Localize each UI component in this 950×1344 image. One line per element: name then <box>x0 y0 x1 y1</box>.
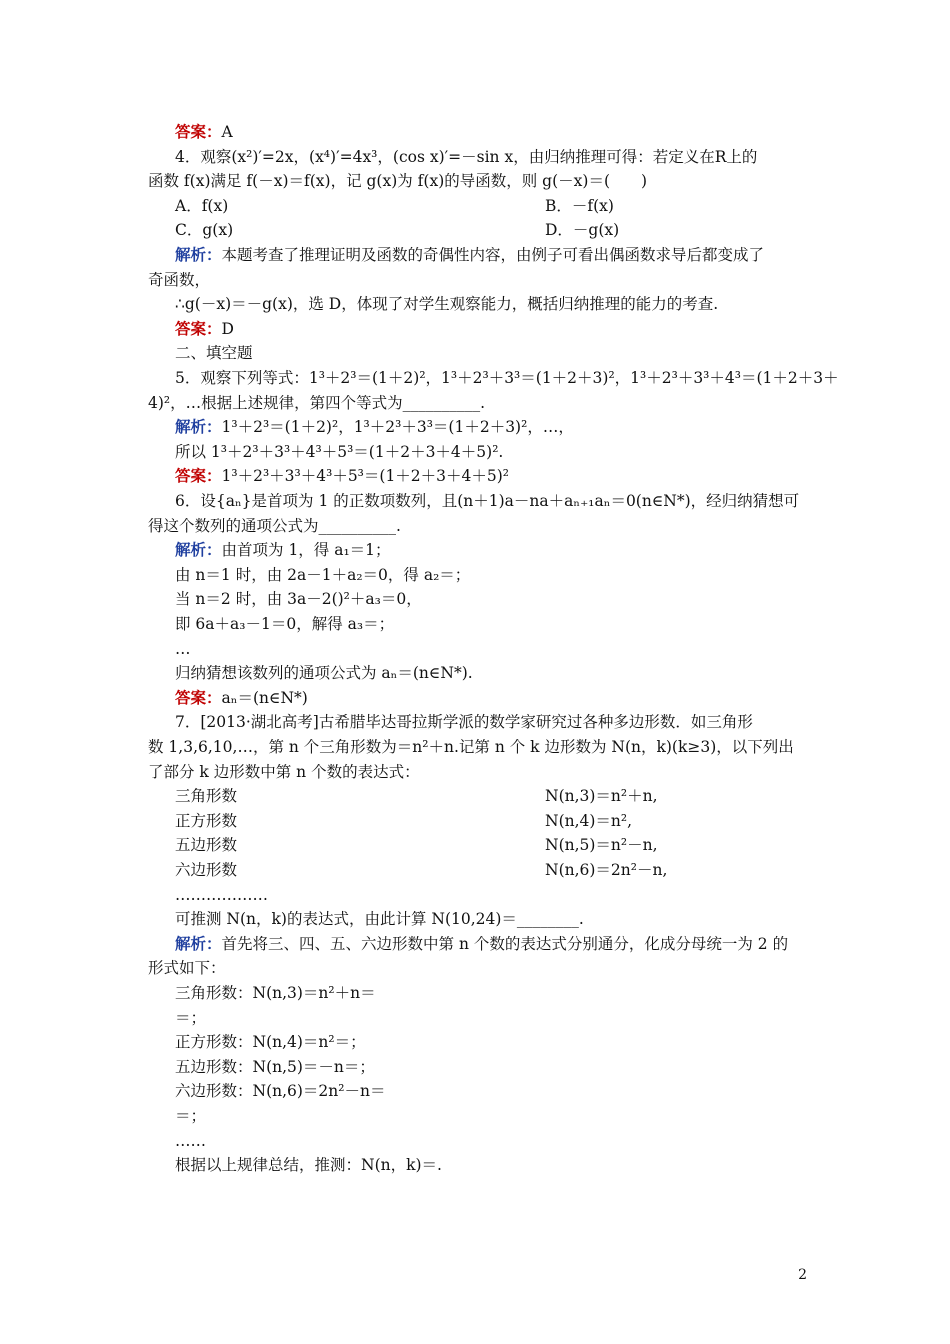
option-left: 五边形数 <box>175 836 238 854</box>
line-text: …… <box>175 1132 206 1150</box>
text-line <box>148 392 485 414</box>
line-text: 即 6a＋a₃－1＝0，解得 a₃＝； <box>175 615 395 633</box>
line-text: 4．观察(x²)′=2x，(x⁴)′=4x³，(cos x)′=－sin x，由归纳推理可得：若定义在R上的 <box>175 148 758 166</box>
text-line <box>175 342 253 364</box>
text-line <box>175 1007 206 1029</box>
line-text: 二、填空题 <box>175 344 253 362</box>
line-text: 奇函数， <box>148 271 211 289</box>
line-text: 三角形数：N(n,3)＝n²＋n＝ <box>175 984 376 1002</box>
line-text: aₙ＝(n∈N*) <box>221 689 308 707</box>
text-line <box>175 367 839 389</box>
answer-label: 答案： <box>175 466 222 485</box>
text-line <box>148 957 226 979</box>
text-line <box>175 687 308 709</box>
line-text: 可推测 N(n，k)的表达式，由此计算 N(10,24)＝________. <box>175 910 584 928</box>
option-left: 正方形数 <box>175 812 238 830</box>
option-right: B．－f(x) <box>545 197 614 215</box>
text-line <box>175 588 422 610</box>
line-text: 1³＋2³＋3³＋4³＋5³＝(1＋2＋3＋4＋5)² <box>221 467 510 485</box>
line-text: 根据以上规律总结，推测：N(n，k)＝. <box>175 1156 442 1174</box>
text-line <box>175 613 394 635</box>
text-line <box>175 884 268 906</box>
option-right: D．－g(x) <box>545 221 620 239</box>
text-line <box>175 564 470 586</box>
text-line <box>175 1105 206 1127</box>
text-line <box>175 539 391 561</box>
text-line <box>175 318 234 340</box>
line-text: 当 n＝2 时，由 3a－2()²＋a₃＝0， <box>175 590 422 608</box>
answer-label: 答案： <box>175 688 222 707</box>
option-left: 三角形数 <box>175 787 238 805</box>
line-text: ……………… <box>175 886 268 904</box>
analysis-label: 解析： <box>175 245 222 264</box>
line-text: 1³＋2³＝(1＋2)²，1³＋2³＋3³＝(1＋2＋3)²，…， <box>221 418 574 436</box>
analysis-label: 解析： <box>175 417 222 436</box>
option-left: A．f(x) <box>175 197 229 215</box>
analysis-label: 解析： <box>175 540 222 559</box>
line-text: 本题考查了推理证明及函数的奇偶性内容，由例子可看出偶函数求导后都变成了 <box>221 246 765 264</box>
answer-label: 答案： <box>175 122 222 141</box>
option-left: 六边形数 <box>175 861 238 879</box>
text-line <box>175 244 764 266</box>
text-line <box>175 638 191 660</box>
text-line <box>175 1080 385 1102</box>
text-line <box>175 146 757 168</box>
answer-label: 答案： <box>175 319 222 338</box>
line-text: 了部分 k 边形数中第 n 个数的表达式： <box>148 763 420 781</box>
text-line <box>175 982 376 1004</box>
option-right: N(n,4)＝n², <box>545 812 633 830</box>
line-text: 4)²，…根据上述规律，第四个等式为__________. <box>148 394 486 412</box>
option-right: N(n,5)＝n²－n, <box>545 836 658 854</box>
text-line <box>148 761 420 783</box>
line-text: 由 n＝1 时，由 2a－1＋a₂＝0，得 a₂＝； <box>175 566 471 584</box>
text-line <box>175 1056 375 1078</box>
option-left: C．g(x) <box>175 221 234 239</box>
text-line <box>175 1154 442 1176</box>
page-number: 2 <box>798 1267 807 1283</box>
option-right: N(n,6)＝2n²－n, <box>545 861 668 879</box>
line-text: ∴g(－x)＝－g(x)，选 D，体现了对学生观察能力，概括归纳推理的能力的考查. <box>175 295 719 313</box>
line-text: 六边形数：N(n,6)＝2n²－n＝ <box>175 1082 386 1100</box>
line-text: 5．观察下列等式：1³＋2³＝(1＋2)²，1³＋2³＋3³＝(1＋2＋3)²，1³＋2³＋3³＋4³＝(1＋2＋3＋ <box>175 369 839 387</box>
line-text: 首先将三、四、五、六边形数中第 n 个数的表达式分别通分，化成分母统一为 2 的 <box>221 935 789 953</box>
line-text: … <box>175 640 191 658</box>
text-line <box>175 933 788 955</box>
line-text: 函数 f(x)满足 f(－x)＝f(x)，记 g(x)为 f(x)的导函数，则 g(－x)＝( ) <box>148 172 648 190</box>
text-line <box>175 908 584 930</box>
text-line <box>175 711 753 733</box>
line-text: 五边形数：N(n,5)＝－n＝； <box>175 1058 375 1076</box>
text-line <box>175 121 233 143</box>
line-text: 所以 1³＋2³＋3³＋4³＋5³＝(1＋2＋3＋4＋5)². <box>175 443 504 461</box>
text-line <box>175 1031 366 1053</box>
line-text: 得这个数列的通项公式为__________. <box>148 517 401 535</box>
option-right: N(n,3)＝n²＋n, <box>545 787 658 805</box>
text-line <box>175 441 503 463</box>
text-line <box>175 490 799 512</box>
line-text: 6．设{aₙ}是首项为 1 的正数项数列，且(n＋1)a－na＋aₙ₊₁aₙ＝0(n∈N*)，经归纳猜想可 <box>175 492 800 510</box>
text-line <box>148 736 794 758</box>
line-text: 7．[2013·湖北高考]古希腊毕达哥拉斯学派的数学家研究过各种多边形数．如三角形 <box>175 713 753 731</box>
line-text: A <box>221 123 233 141</box>
text-line <box>148 515 401 537</box>
text-line <box>175 1130 206 1152</box>
line-text: 形式如下： <box>148 959 226 977</box>
line-text: ＝； <box>175 1009 207 1027</box>
text-line <box>148 170 647 192</box>
text-line <box>175 662 473 684</box>
text-line <box>175 293 718 315</box>
line-text: 数 1,3,6,10,…，第 n 个三角形数为＝n²＋n.记第 n 个 k 边形数为 N(n，k)(k≥3)，以下列出 <box>148 738 794 756</box>
line-text: D <box>221 320 234 338</box>
text-line <box>148 269 210 291</box>
line-text: 归纳猜想该数列的通项公式为 aₙ＝(n∈N*). <box>175 664 473 682</box>
text-line <box>175 465 509 487</box>
text-line <box>175 416 574 438</box>
line-text: ＝； <box>175 1107 207 1125</box>
line-text: 正方形数：N(n,4)＝n²＝； <box>175 1033 366 1051</box>
analysis-label: 解析： <box>175 934 222 953</box>
line-text: 由首项为 1，得 a₁＝1； <box>221 541 391 559</box>
